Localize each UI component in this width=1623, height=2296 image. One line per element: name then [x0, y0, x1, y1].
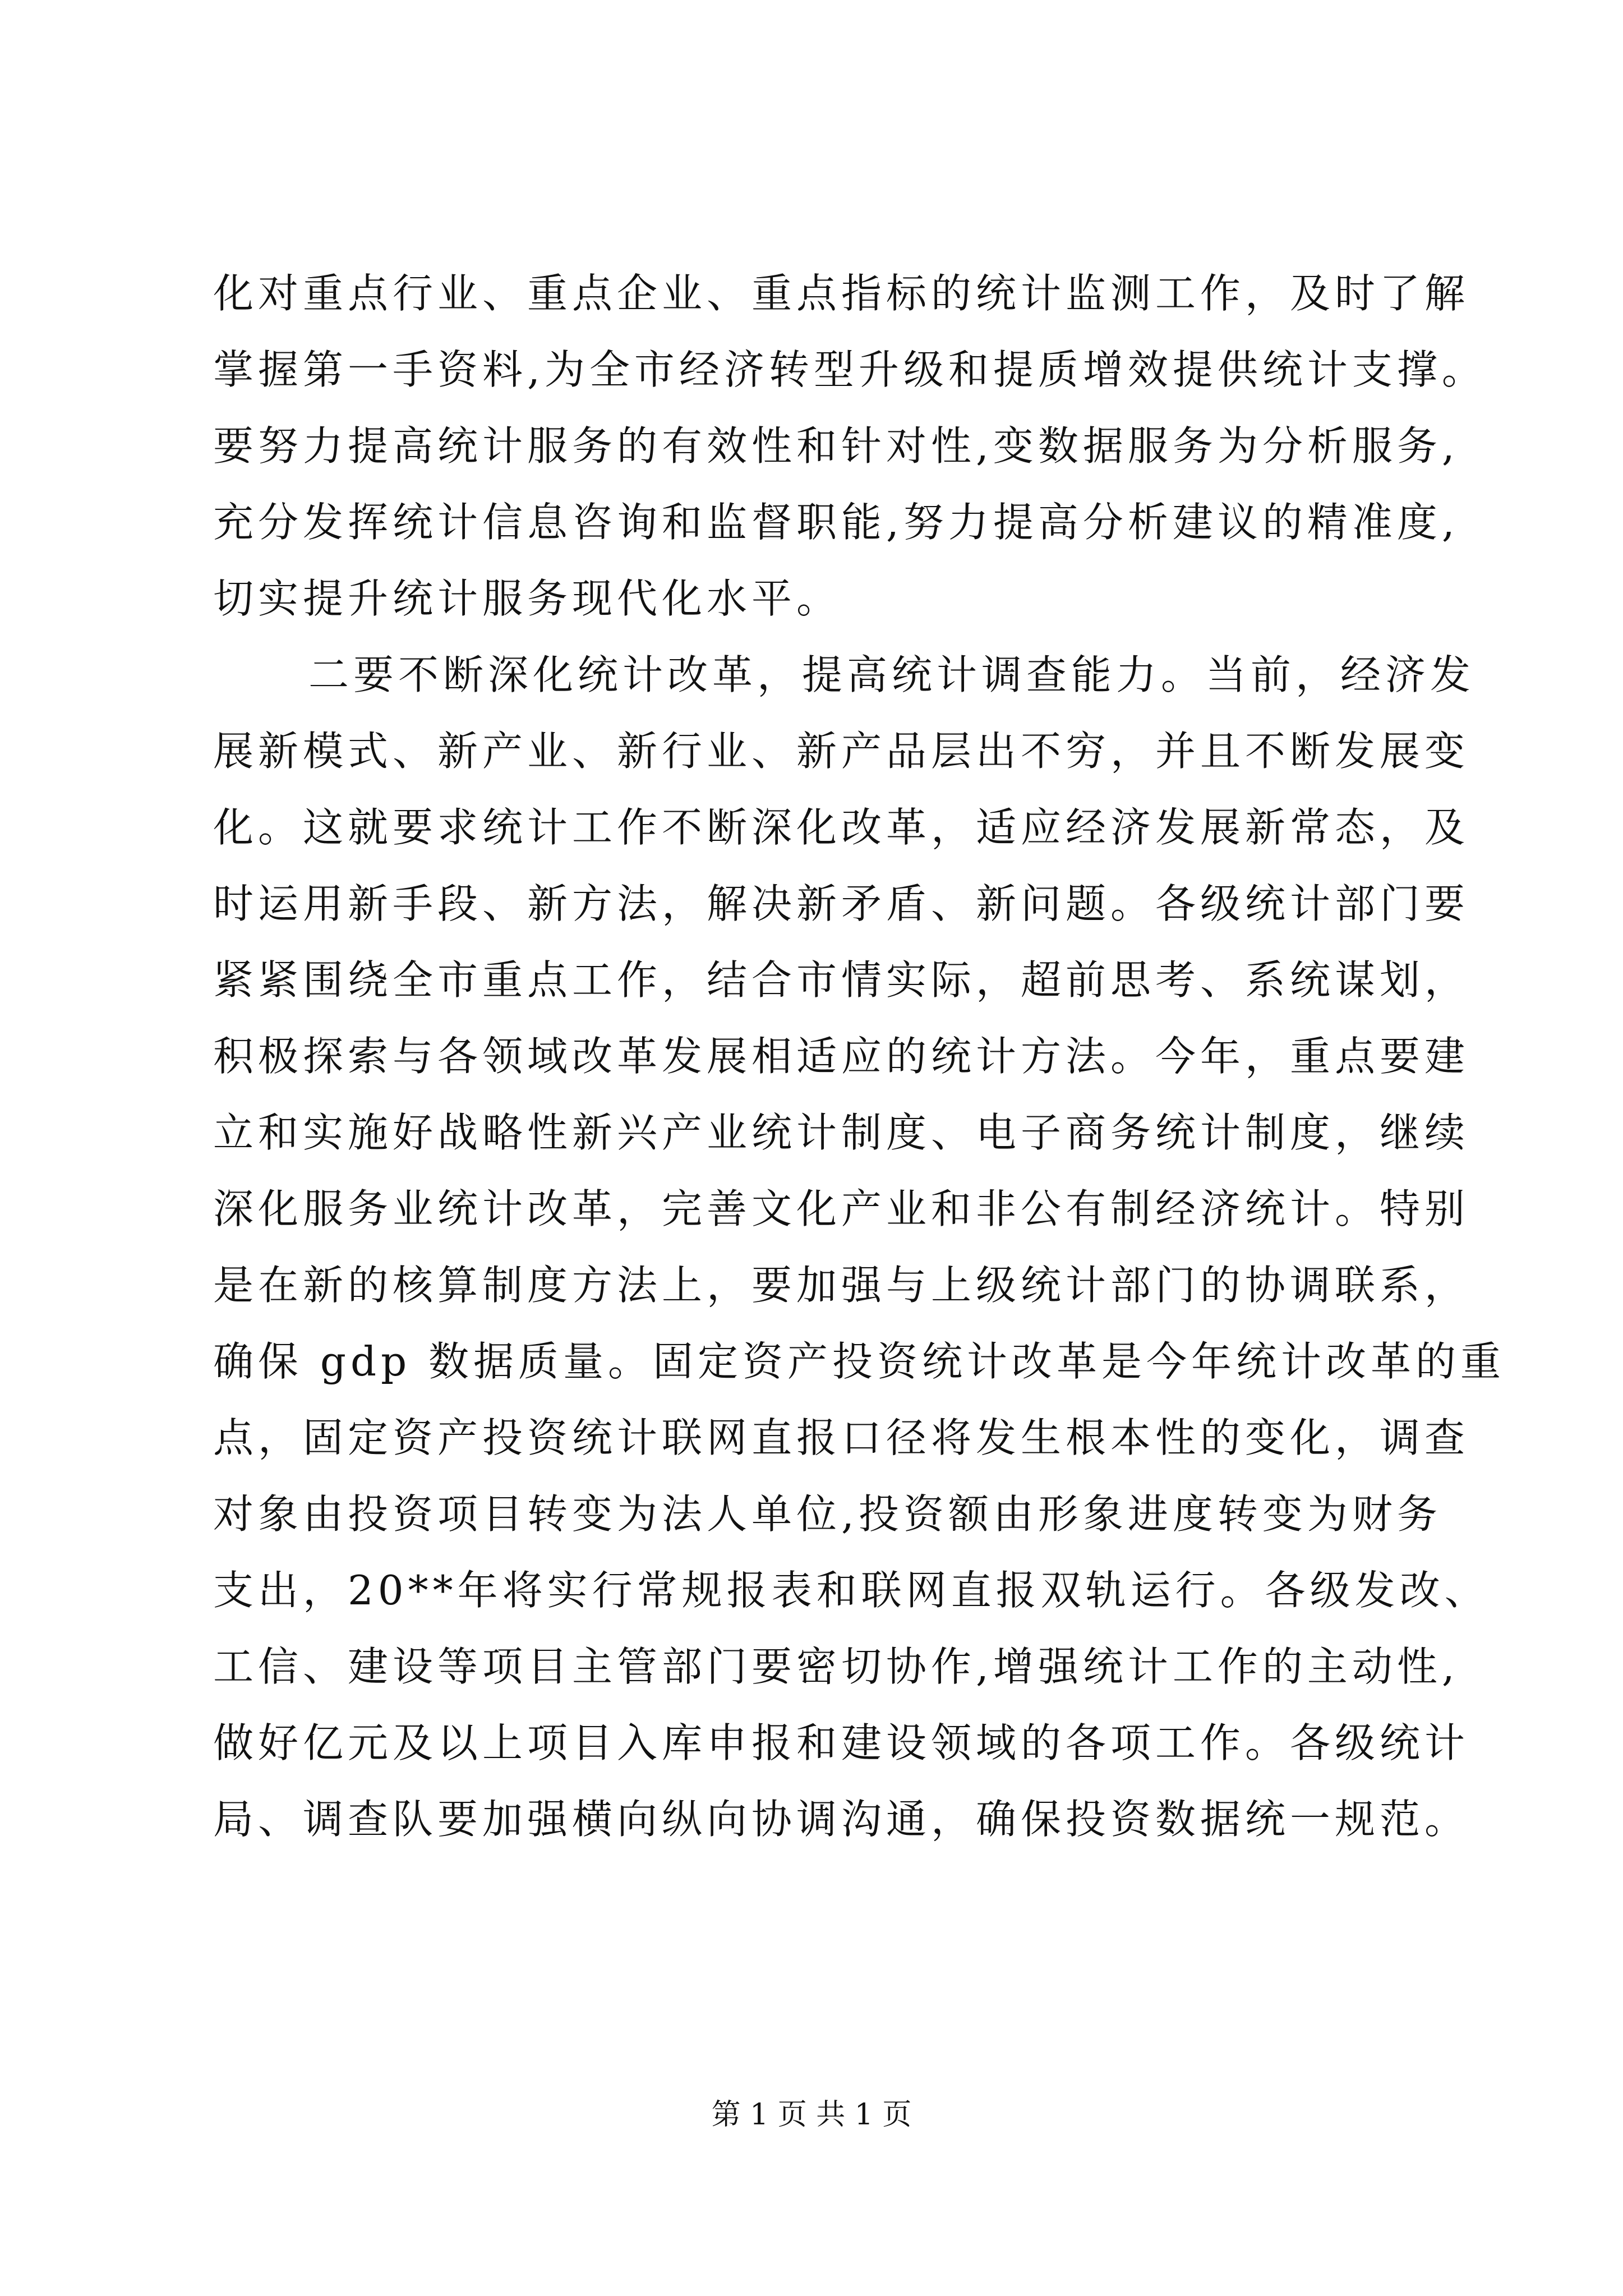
text-line-16: 点，固定资产投资统计联网直报口径将发生根本性的变化，调查: [213, 1414, 1470, 1461]
text-line-17: 对象由投资项目转变为法人单位,投资额由形象进度转变为财务: [213, 1490, 1442, 1538]
text-line-19: 工信、建设等项目主管部门要密切协作,增强统计工作的主动性,: [213, 1643, 1459, 1690]
text-line-21: 局、调查队要加强横向纵向协调沟通，确保投资数据统一规范。: [213, 1796, 1470, 1843]
text-line-12: 立和实施好战略性新兴产业统计制度、电子商务统计制度，继续: [213, 1109, 1470, 1156]
page-footer: 第 1 页 共 1 页: [711, 2098, 912, 2132]
text-line-8: 化。这就要求统计工作不断深化改革，适应经济发展新常态，及: [213, 804, 1470, 851]
text-line-2: 掌握第一手资料,为全市经济转型升级和提质增效提供统计支撑。: [213, 346, 1487, 393]
text-line-18: 支出，20**年将实行常规报表和联网直报双轨运行。各级发改、: [213, 1567, 1490, 1614]
text-line-1: 化对重点行业、重点企业、重点指标的统计监测工作，及时了解: [213, 270, 1470, 317]
text-line-4: 充分发挥统计信息咨询和监督职能,努力提高分析建议的精准度,: [213, 499, 1459, 546]
text-line-14: 是在新的核算制度方法上，要加强与上级统计部门的协调联系，: [213, 1262, 1470, 1309]
paragraph-2-first-line: 二要不断深化统计改革，提高统计调查能力。当前，经济发: [308, 651, 1476, 698]
text-line-10: 紧紧围绕全市重点工作，结合市情实际，超前思考、系统谋划，: [213, 956, 1470, 1004]
text-line-15: 确保 gdp 数据质量。固定资产投资统计改革是今年统计改革的重: [213, 1338, 1506, 1385]
text-line-11: 积极探索与各领域改革发展相适应的统计方法。今年，重点要建: [213, 1033, 1470, 1080]
body-text: [213, 255, 1506, 1857]
text-line-3: 要努力提高统计服务的有效性和针对性,变数据服务为分析服务,: [213, 422, 1459, 470]
text-line-13: 深化服务业统计改革，完善文化产业和非公有制经济统计。特别: [213, 1185, 1470, 1232]
text-line-5: 切实提升统计服务现代化水平。: [213, 575, 842, 622]
text-line-20: 做好亿元及以上项目入库申报和建设领域的各项工作。各级统计: [213, 1719, 1470, 1766]
text-line-7: 展新模式、新产业、新行业、新产品层出不穷，并且不断发展变: [213, 728, 1470, 775]
text-line-9: 时运用新手段、新方法，解决新矛盾、新问题。各级统计部门要: [213, 880, 1470, 927]
